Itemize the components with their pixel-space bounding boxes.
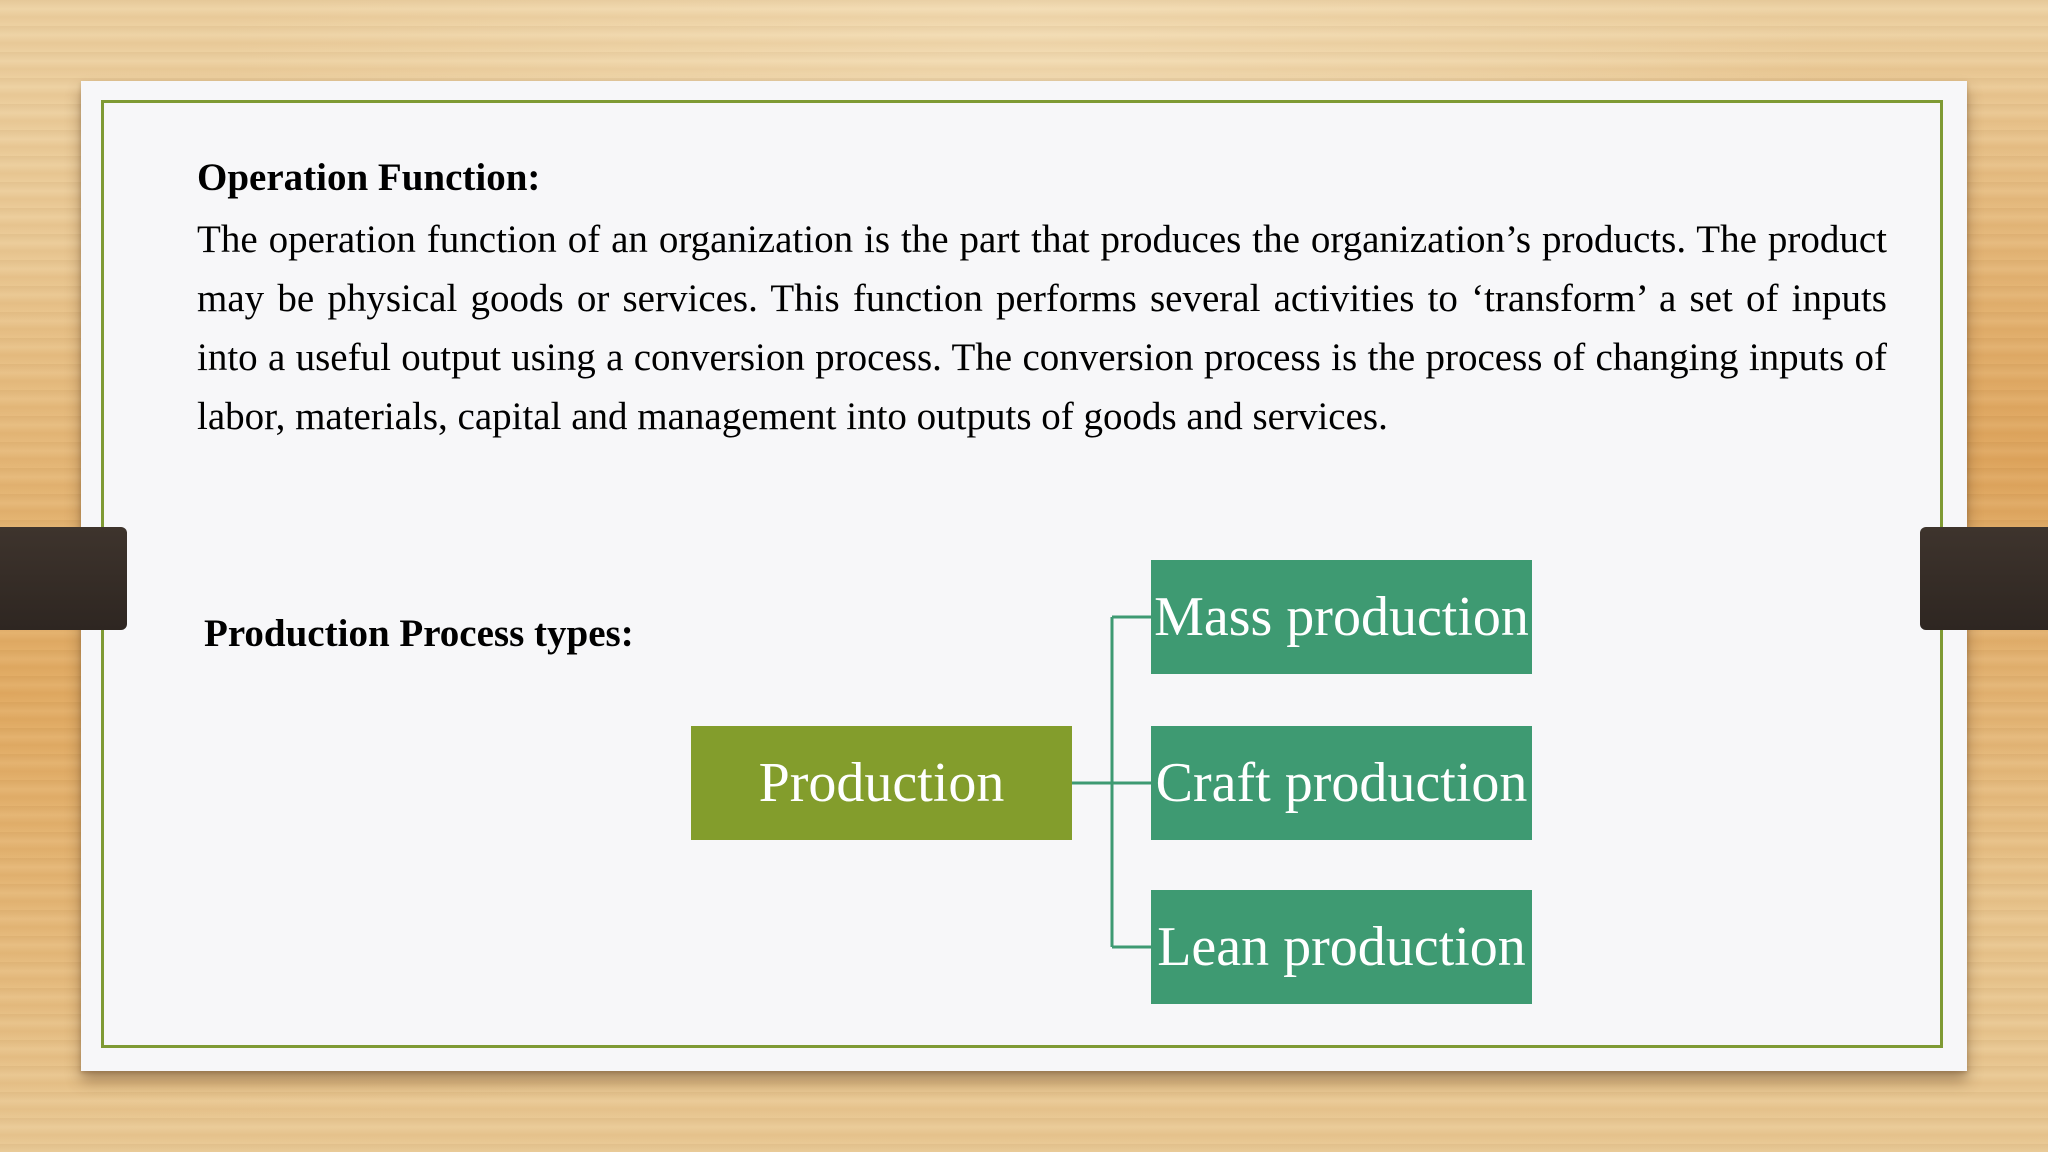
node-lean-production: Lean production [1151,890,1532,1004]
heading-operation-function: Operation Function: [197,156,541,199]
node-mass-production: Mass production [1151,560,1532,674]
node-craft-production: Craft production [1151,726,1532,840]
node-production: Production [691,726,1072,840]
subheading-production-process-types: Production Process types: [204,612,634,655]
operation-function-paragraph: The operation function of an organization is the part that produces the organization’s products. The product may be physical goods or services. This function performs several activities to ‘transform’ a set of inputs into a useful output using a conversion process. The conversion process is the process of changing inputs of labor, materials, capital and management into outputs of goods and services. [197,218,1887,438]
